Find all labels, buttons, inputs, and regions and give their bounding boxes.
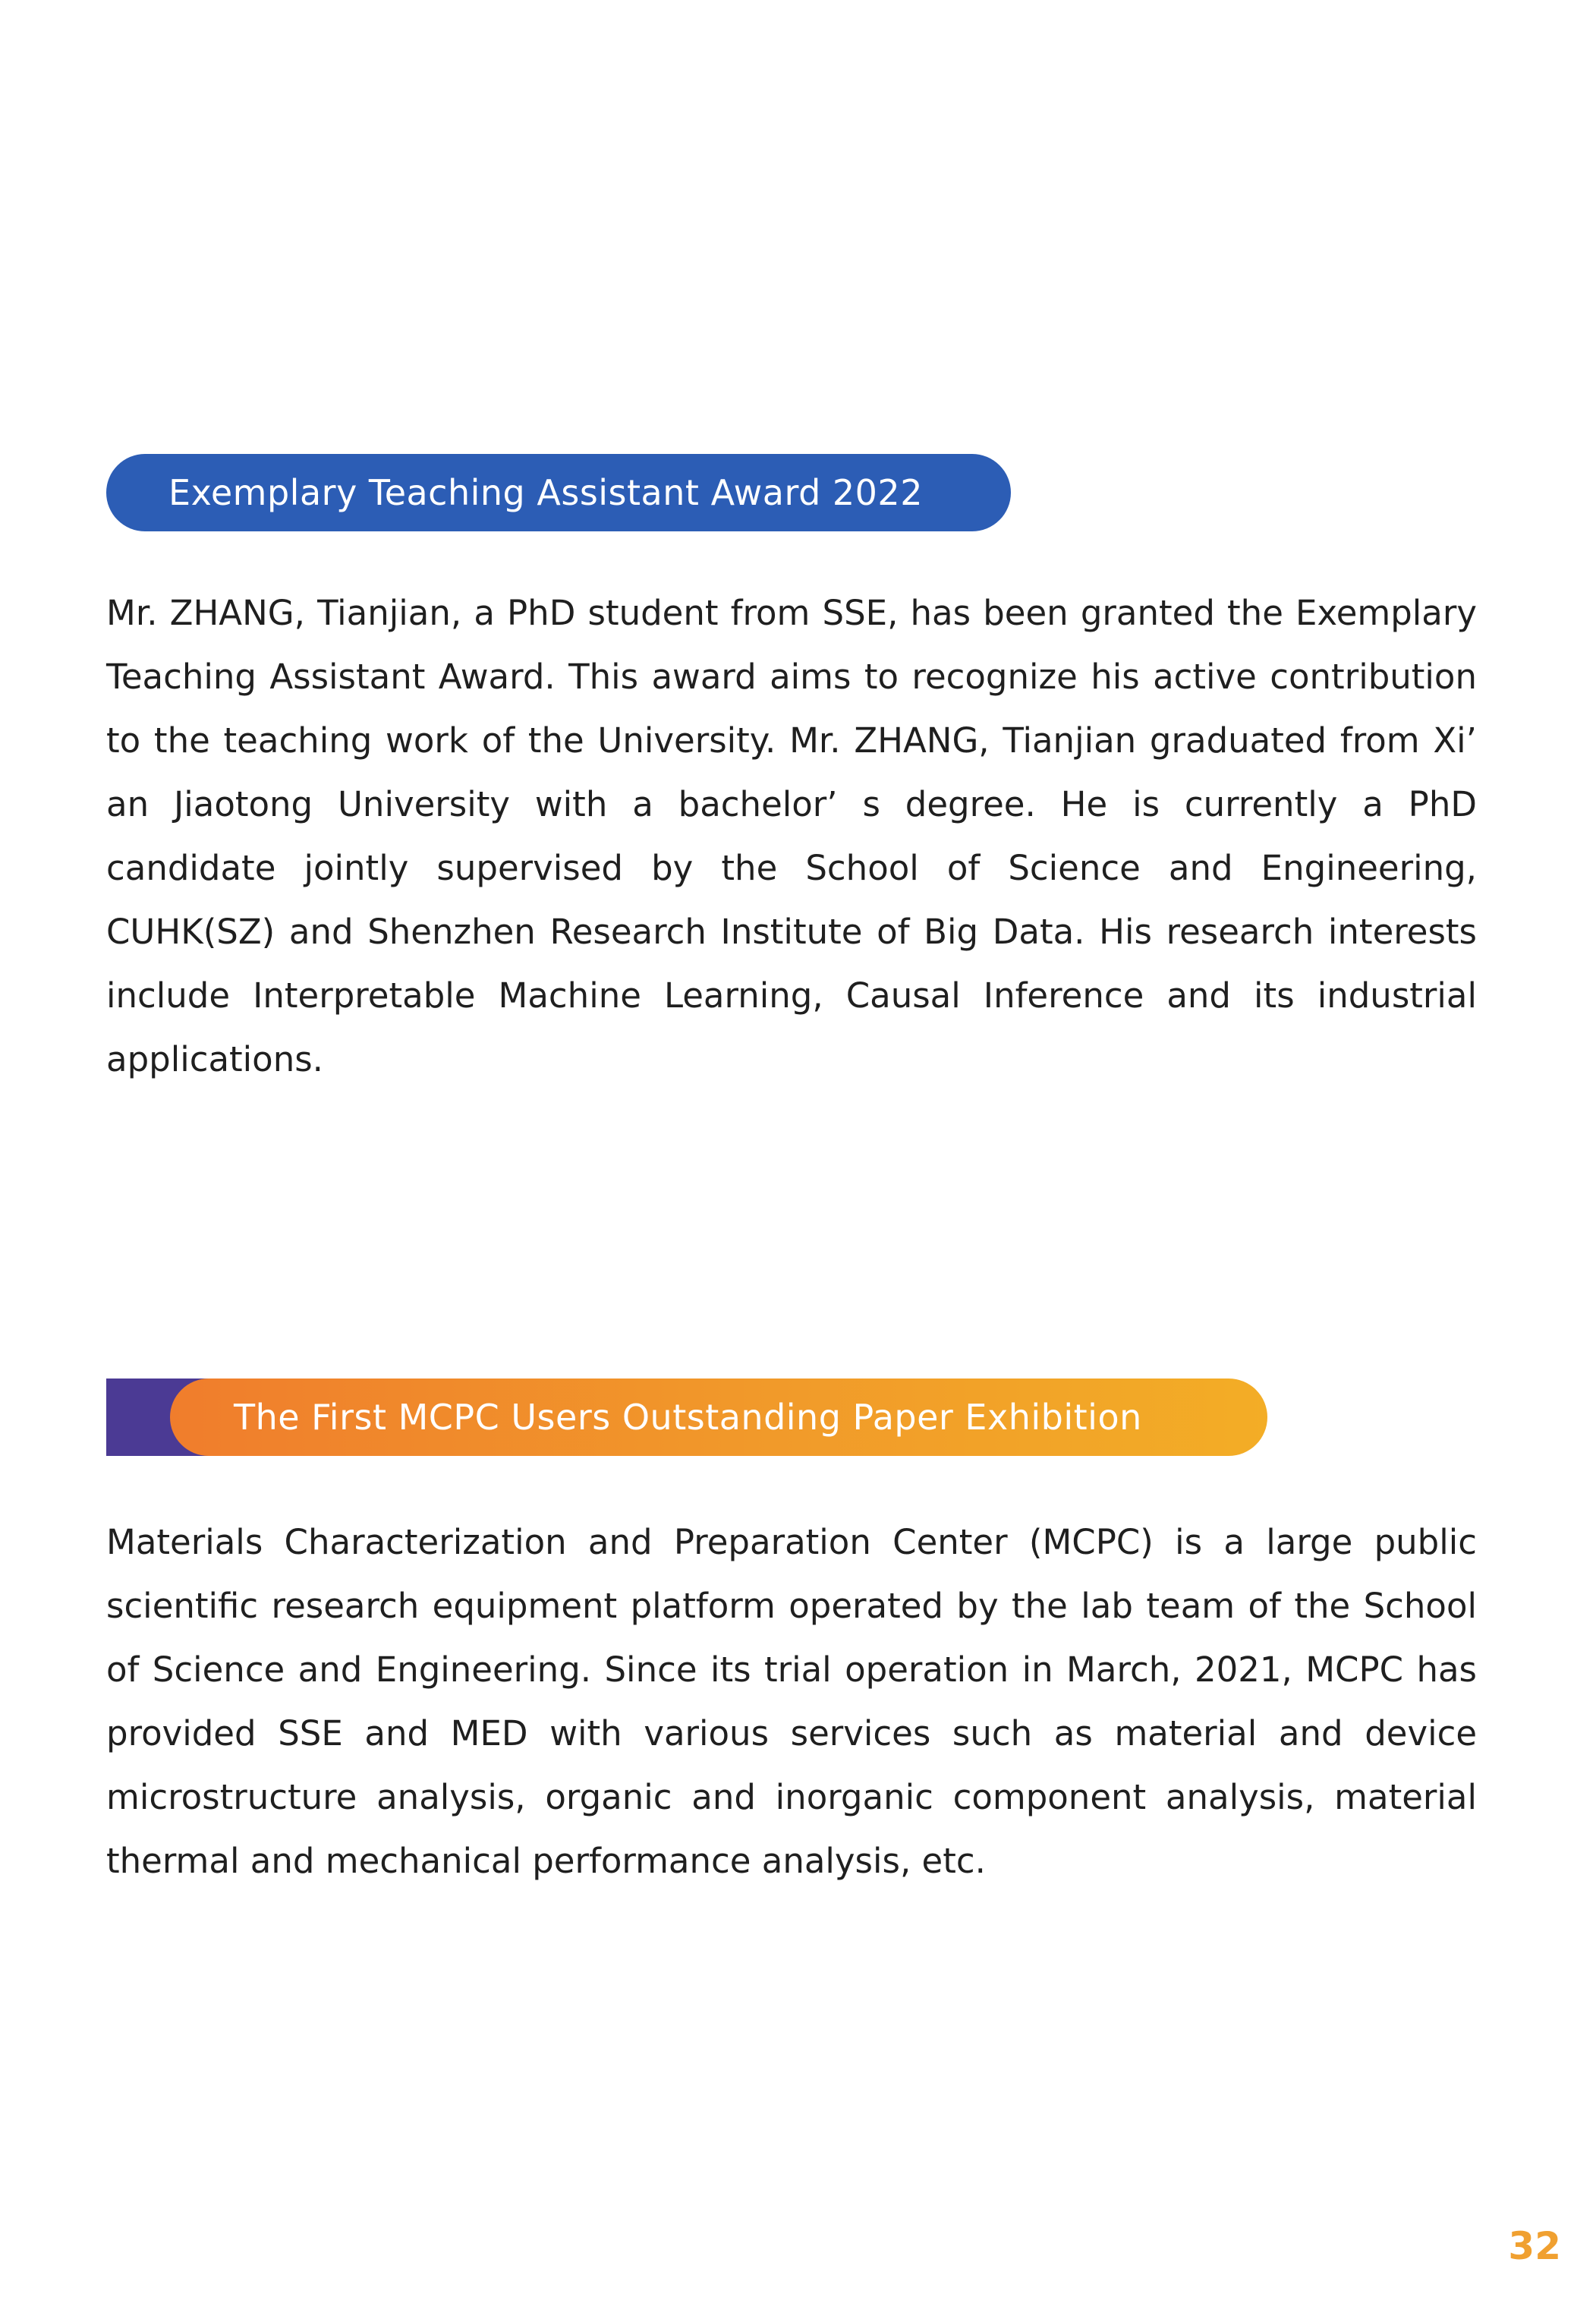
section-heading-mcpc: The First MCPC Users Outstanding Paper Exhibition [170,1379,1267,1456]
section-heading-mcpc-banner [106,1379,1267,1456]
section-body-mcpc: Materials Characterization and Preparation Center (MCPC) is a large public scientific research equipment platform operated by the lab team of the School of Science and Engineering. Since its trial operation in March, 2021, MCPC has provided SSE and MED with various services such as material and device microstructure analysis, organic and inorganic component analysis, material thermal and mechanical performance analysis, etc. [106,1522,1477,1881]
section-heading-teaching-award: Exemplary Teaching Assistant Award 2022 [106,454,1011,531]
page-number: 32 [1508,2224,1561,2268]
section-body-teaching-award: Mr. ZHANG, Tianjian, a PhD student from SSE, has been granted the Exemplary Teaching Assistant Award. This award aims to recognize his active contribution to the teaching work of the University. Mr. ZHANG, Tianjian graduated from Xi’ an Jiaotong University with a bachelor’ s degree. He is currently a PhD candidate jointly supervised by the School of Science and Engineering, CUHK(SZ) and Shenzhen Research Institute of Big Data. His research interests include Interpretable Machine Learning, Causal Inference and its industrial applications. [106,593,1477,1079]
